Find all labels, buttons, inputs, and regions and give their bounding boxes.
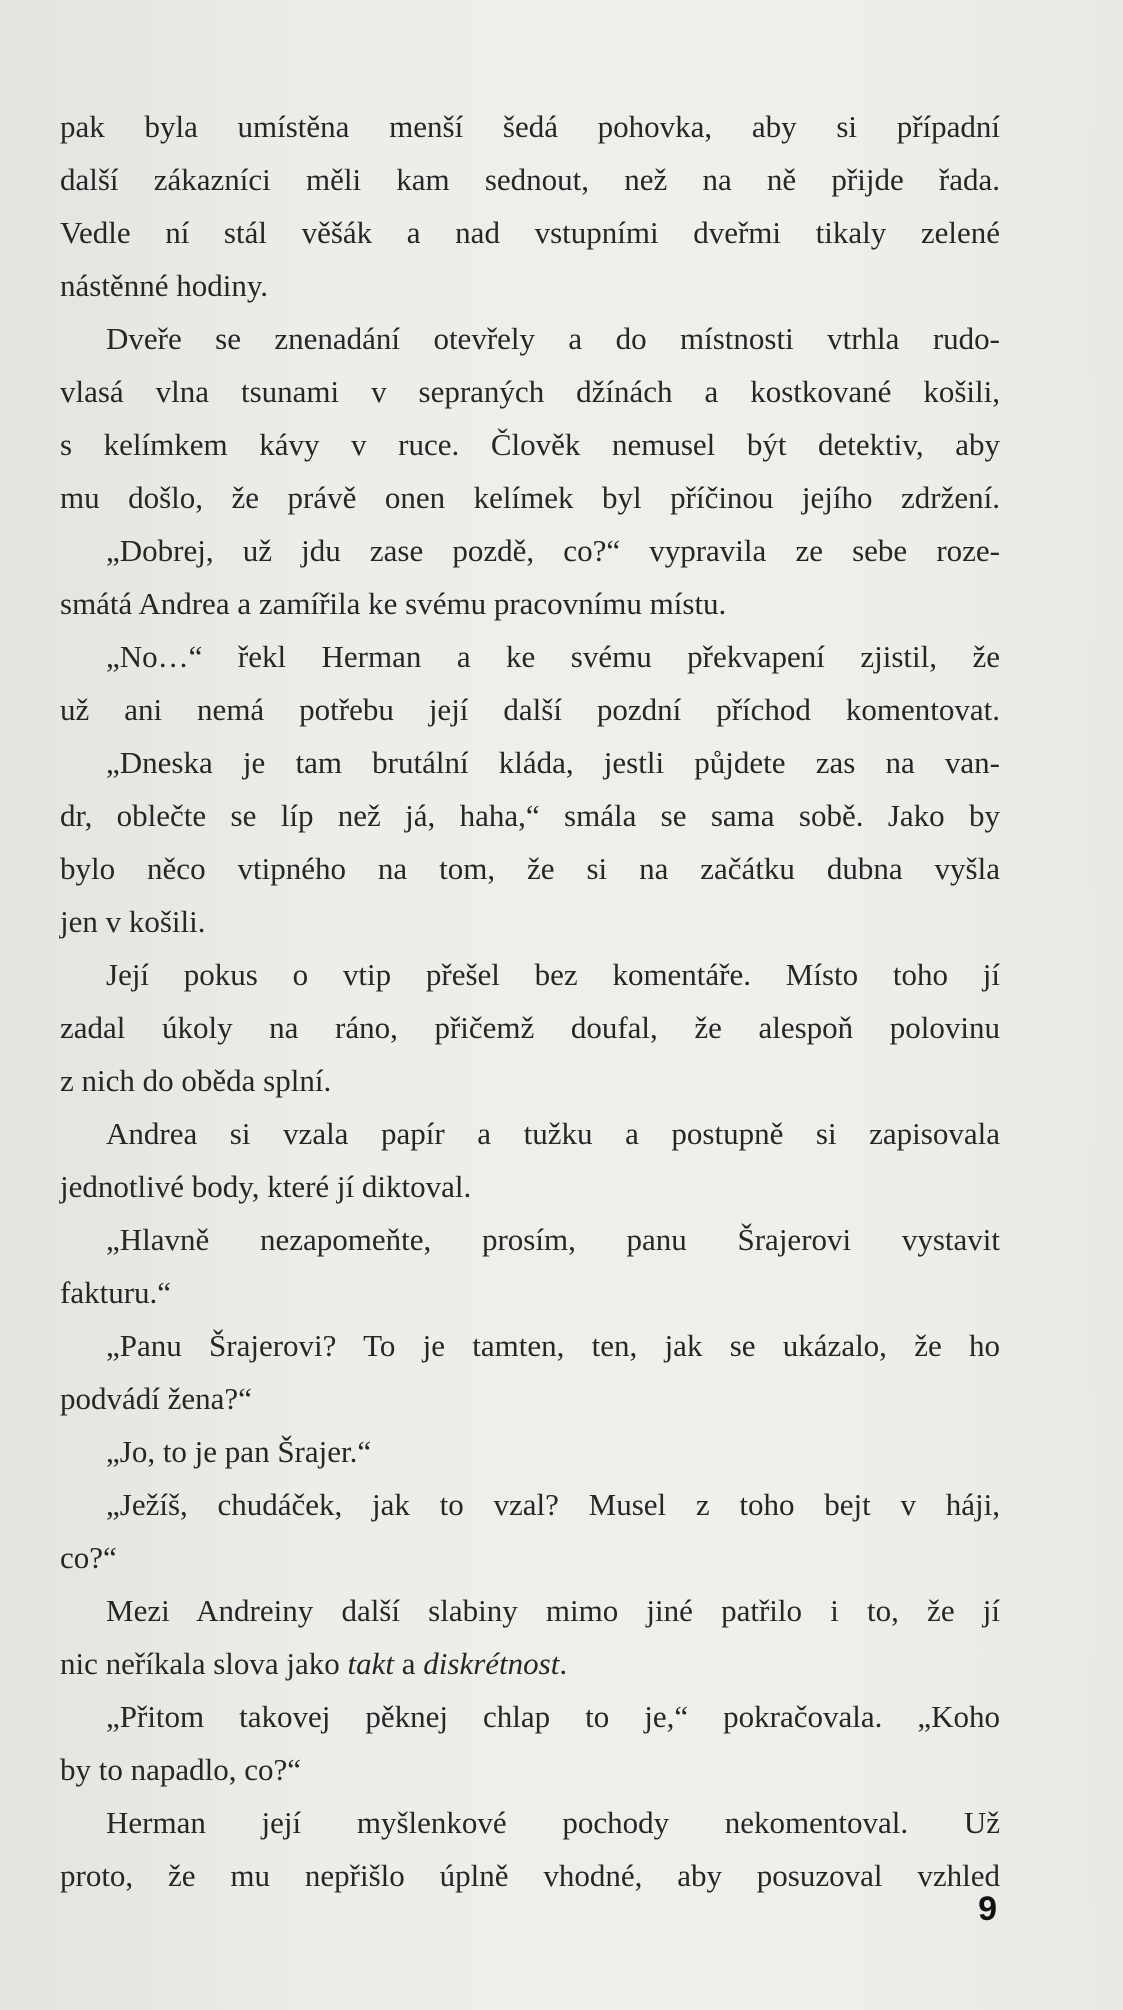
text-fragment: . xyxy=(559,1646,568,1681)
text-line: už ani nemá potřebu její další pozdní příchod komentovat. xyxy=(60,692,1000,727)
text-line: Herman její myšlenkové pochody nekomentoval. Už xyxy=(106,1805,1000,1840)
italic-word: takt xyxy=(347,1646,395,1681)
text-line: zadal úkoly na ráno, přičemž doufal, že alespoň polovinu xyxy=(60,1010,1000,1045)
text-line: „Panu Šrajerovi? To je tamten, ten, jak se ukázalo, že ho xyxy=(106,1328,1000,1363)
text-fragment: nic neříkala slova jako xyxy=(60,1646,348,1681)
text-line: bylo něco vtipného na tom, že si na začátku dubna vyšla xyxy=(60,851,1000,886)
text-line: pak byla umístěna menší šedá pohovka, aby si případní xyxy=(60,109,1000,144)
text-line: další zákazníci měli kam sednout, než na ně přijde řada. xyxy=(60,162,1000,197)
text-line: „Hlavně nezapomeňte, prosím, panu Šrajerovi vystavit xyxy=(106,1222,1000,1257)
text-line: „Dneska je tam brutální kláda, jestli půjdete zas na van- xyxy=(106,745,1000,780)
body-text xyxy=(60,100,1000,1902)
text-line: jednotlivé body, které jí diktoval. xyxy=(60,1169,472,1204)
text-line: podvádí žena?“ xyxy=(60,1381,252,1416)
page-number: 9 xyxy=(978,1890,997,1928)
text-line: „Jo, to je pan Šrajer.“ xyxy=(106,1434,372,1469)
text-line: Mezi Andreiny další slabiny mimo jiné patřilo i to, že jí xyxy=(106,1593,1000,1628)
text-line xyxy=(60,1637,1000,1690)
text-line: vlasá vlna tsunami v sepraných džínách a kostkované košili, xyxy=(60,374,1000,409)
text-line: fakturu.“ xyxy=(60,1275,172,1310)
text-line: Vedle ní stál věšák a nad vstupními dveřmi tikaly zelené xyxy=(60,215,1000,250)
text-line: Andrea si vzala papír a tužku a postupně si zapisovala xyxy=(106,1116,1000,1151)
text-line: smátá Andrea a zamířila ke svému pracovnímu místu. xyxy=(60,586,727,621)
text-line: „Přitom takovej pěknej chlap to je,“ pokračovala. „Koho xyxy=(106,1699,1000,1734)
text-line: „Dobrej, už jdu zase pozdě, co?“ vypravila ze sebe roze- xyxy=(106,533,1000,568)
text-line: „Ježíš, chudáček, jak to vzal? Musel z toho bejt v háji, xyxy=(106,1487,1000,1522)
text-line: mu došlo, že právě onen kelímek byl příčinou jejího zdržení. xyxy=(60,480,1000,515)
text-fragment: a xyxy=(394,1646,424,1681)
text-line: co?“ xyxy=(60,1540,117,1575)
text-line: proto, že mu nepřišlo úplně vhodné, aby posuzoval vzhled xyxy=(60,1858,1000,1893)
text-line: by to napadlo, co?“ xyxy=(60,1752,302,1787)
text-line: „No…“ řekl Herman a ke svému překvapení zjistil, že xyxy=(106,639,1000,674)
text-line: Dveře se znenadání otevřely a do místnosti vtrhla rudo- xyxy=(106,321,1000,356)
text-line: s kelímkem kávy v ruce. Člověk nemusel být detektiv, aby xyxy=(60,427,1000,462)
text-line: Její pokus o vtip přešel bez komentáře. Místo toho jí xyxy=(106,957,1000,992)
text-line: jen v košili. xyxy=(60,904,206,939)
text-line: z nich do oběda splní. xyxy=(60,1063,332,1098)
text-line: nástěnné hodiny. xyxy=(60,268,269,303)
italic-word: diskrétnost xyxy=(423,1646,560,1681)
text-line: dr, oblečte se líp než já, haha,“ smála se sama sobě. Jako by xyxy=(60,798,1000,833)
